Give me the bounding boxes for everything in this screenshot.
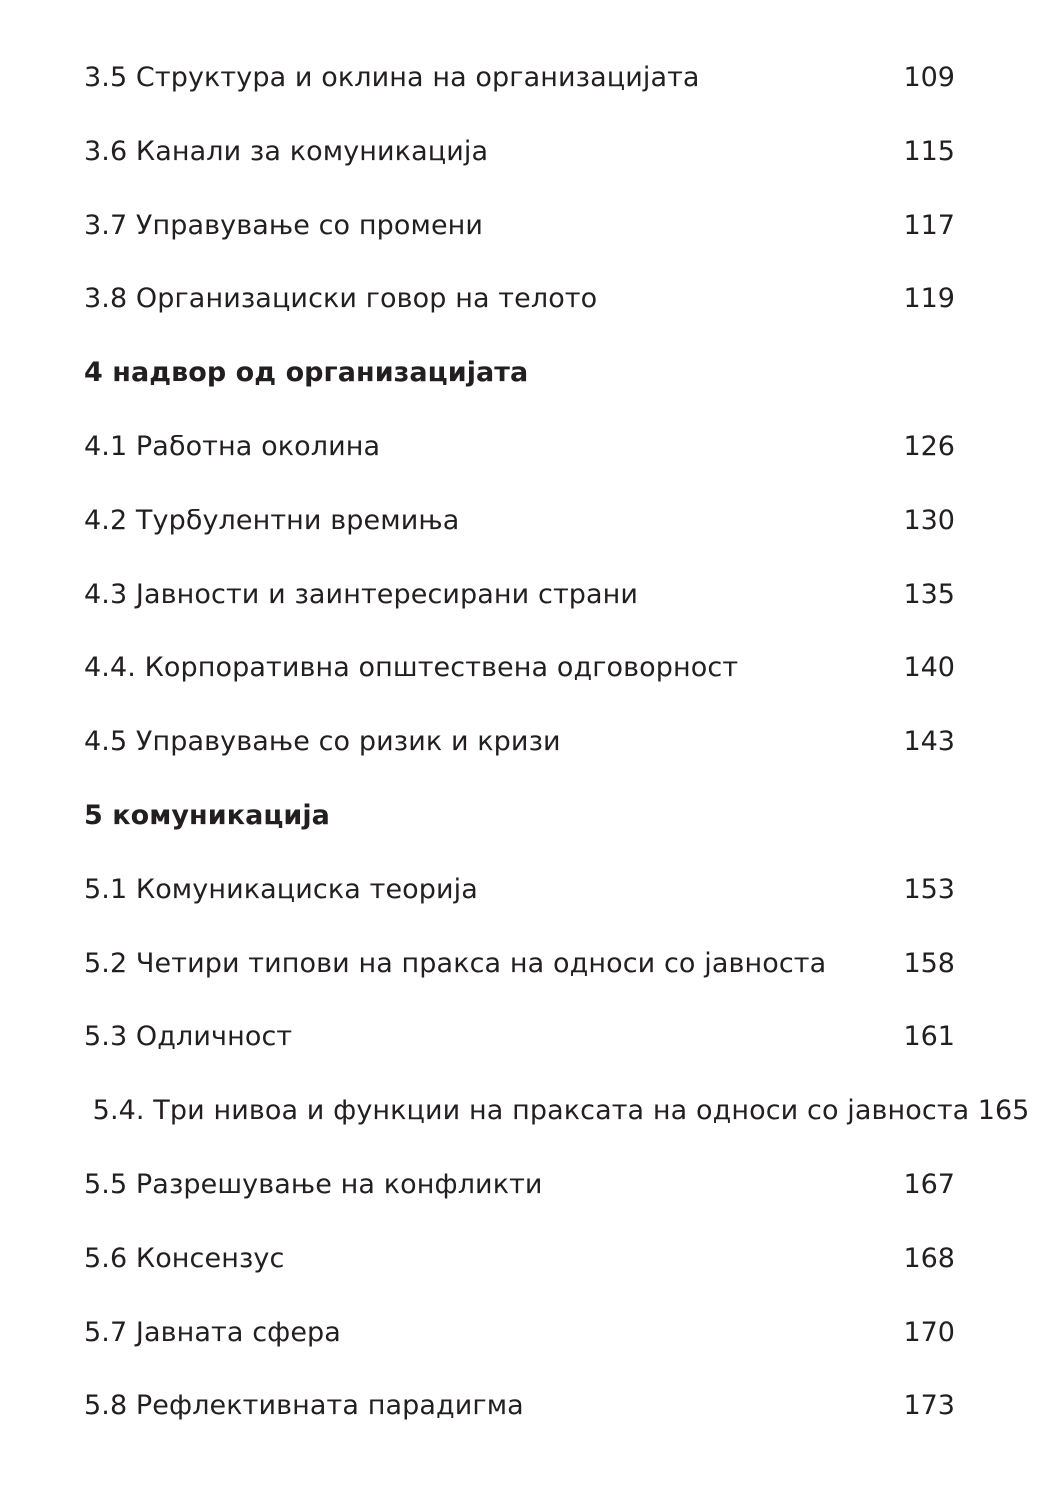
toc-entry[interactable] <box>84 136 955 210</box>
toc-section-heading-label: 5 комуникација <box>84 799 330 831</box>
toc-entry-page-number: 153 <box>903 873 955 905</box>
toc-entry-page-number: 140 <box>903 652 955 684</box>
toc-entry[interactable] <box>84 1317 955 1391</box>
toc-entry-page-number: 165 <box>977 1095 1030 1127</box>
toc-entry-page-number: 161 <box>903 1021 955 1053</box>
toc-entry-page-number: 119 <box>903 283 955 315</box>
toc-entry-page-number: 143 <box>903 726 955 758</box>
toc-entry-title: 3.7 Управување со промени <box>84 209 484 241</box>
toc-entry[interactable] <box>84 1021 955 1095</box>
toc-entry[interactable] <box>84 431 955 505</box>
toc-entry[interactable] <box>84 210 955 284</box>
toc-entry-page-number: 173 <box>903 1390 955 1422</box>
toc-entry-page-number: 158 <box>903 947 955 979</box>
toc-entry[interactable] <box>84 948 955 1022</box>
toc-entry-page-number: 135 <box>903 578 955 610</box>
toc-entry-title: 5.3 Одличност <box>84 1021 293 1053</box>
toc-entry[interactable] <box>84 652 955 726</box>
toc-entry-title: 4.5 Управување со ризик и кризи <box>84 726 561 758</box>
toc-entry-title: 5.2 Четири типови на пракса на односи со јавноста <box>84 947 827 979</box>
toc-entry-title: 5.5 Разрешување на конфликти <box>84 1168 543 1200</box>
toc-entry[interactable] <box>84 283 955 357</box>
toc-entry-title: 4.2 Турбулентни времиња <box>84 504 460 536</box>
toc-entry-title: 3.6 Канали за комуникација <box>84 135 489 167</box>
toc-entry[interactable] <box>84 874 955 948</box>
toc-entry-page-number: 109 <box>903 62 955 93</box>
toc-entry-page-number: 126 <box>903 430 955 462</box>
toc-entry[interactable] <box>84 1169 955 1243</box>
toc-section-heading-label: 4 надвор од организацијата <box>84 357 529 389</box>
toc-entry-page-number: 117 <box>903 209 955 241</box>
toc-entry-title: 5.4. Три нивоа и функции на праксата на односи со јавноста <box>84 1095 970 1127</box>
toc-entry[interactable] <box>84 62 955 136</box>
toc-section-heading[interactable] <box>84 357 955 431</box>
toc-entry[interactable] <box>84 726 955 800</box>
toc-entry-page-number: 130 <box>903 504 955 536</box>
toc-entry[interactable] <box>84 1390 955 1464</box>
toc-entry[interactable] <box>84 1095 1030 1169</box>
toc-entry-title: 3.8 Организациски говор на телото <box>84 283 598 315</box>
toc-entry-title: 5.8 Рефлективната парадигма <box>84 1390 524 1422</box>
toc-entry-title: 4.4. Корпоративна општествена одговорност <box>84 652 739 684</box>
toc-entry-title: 5.1 Комуникациска теорија <box>84 873 478 905</box>
toc-entry-page-number: 168 <box>903 1242 955 1274</box>
toc-entry[interactable] <box>84 579 955 653</box>
toc-entry-page-number: 167 <box>903 1168 955 1200</box>
toc-entry[interactable] <box>84 505 955 579</box>
toc-entry-title: 4.1 Работна околина <box>84 430 381 462</box>
toc-entry-page-number: 115 <box>903 135 955 167</box>
toc-entry-title: 4.3 Јавности и заинтересирани страни <box>84 578 639 610</box>
table-of-contents <box>84 62 1030 1464</box>
toc-entry-page-number: 170 <box>903 1316 955 1348</box>
toc-entry[interactable] <box>84 1243 955 1317</box>
toc-entry-title: 5.6 Консензус <box>84 1242 285 1274</box>
toc-section-heading[interactable] <box>84 800 955 874</box>
toc-entry-title: 3.5 Структура и оклина на организацијата <box>84 62 700 93</box>
toc-entry-title: 5.7 Јавната сфера <box>84 1316 341 1348</box>
